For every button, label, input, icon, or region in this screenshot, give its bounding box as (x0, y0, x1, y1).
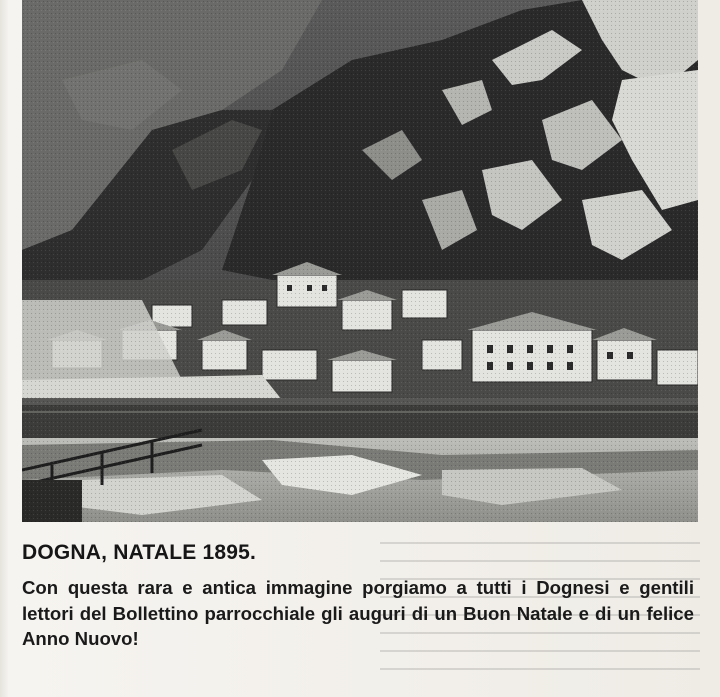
photo-illustration (22, 0, 698, 522)
historic-photo (22, 0, 698, 522)
caption-title: DOGNA, NATALE 1895. (22, 541, 257, 564)
page-margin-shadow (0, 0, 8, 697)
caption-text: Con questa rara e antica immagine porgiamo a tutti i Dognesi e gentili lettori del Bollettino parrocchiale gli auguri di un Buon Natale e di un felice Anno Nuovo! (22, 577, 694, 649)
